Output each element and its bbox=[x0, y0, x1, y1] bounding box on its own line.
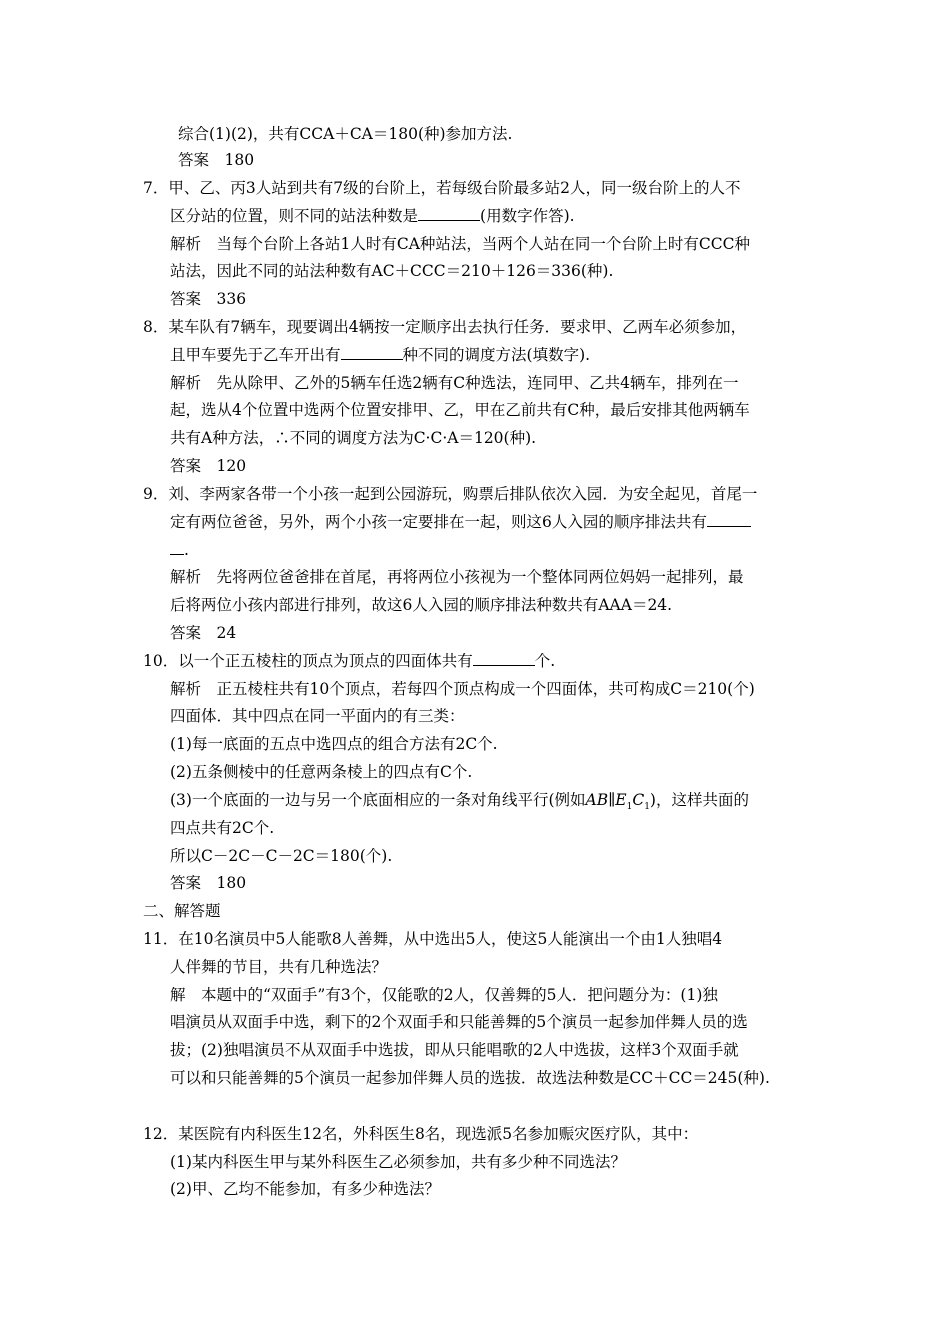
question-8-line: 且甲车要先于乙车开出有 种不同的调度方法(填数字). bbox=[170, 346, 591, 364]
solution-line: 所以C－2C－C－2C＝180(个). bbox=[170, 847, 393, 865]
answer-line: 答案 180 bbox=[170, 874, 247, 892]
question-10-line: 10．以一个正五棱柱的顶点为顶点的四面体共有 个. bbox=[143, 652, 556, 670]
solution-line: 起，选从4个位置中选两个位置安排甲、乙，甲在乙前共有C种，最后安排其他两辆车 bbox=[170, 401, 750, 419]
question-11-line: 人伴舞的节目，共有几种选法？ bbox=[170, 958, 388, 976]
answer-blank bbox=[170, 540, 184, 555]
solution-line: 唱演员从双面手中选，剩下的2个双面手和只能善舞的5个演员一起参加伴舞人员的选 bbox=[170, 1013, 748, 1031]
answer-line: 答案 24 bbox=[170, 624, 237, 642]
solution-line: 解析 先从除甲、乙外的5辆车任选2辆有C种选法，连同甲、乙共4辆车，排列在一 bbox=[170, 374, 739, 392]
answer-blank bbox=[473, 651, 535, 666]
question-11-line: 11．在10名演员中5人能歌8人善舞，从中选出5人，使这5人能演出一个由1人独唱4 bbox=[143, 930, 723, 948]
question-12-line: 12．某医院有内科医生12名，外科医生8名，现选派5名参加赈灾医疗队，其中： bbox=[143, 1125, 699, 1143]
question-9-line: . bbox=[170, 540, 189, 560]
solution-line: 拔；(2)独唱演员不从双面手中选拔，即从只能唱歌的2人中选拔，这样3个双面手就 bbox=[170, 1041, 739, 1059]
answer-line: 答案 180 bbox=[178, 151, 255, 169]
section-heading: 二、解答题 bbox=[143, 902, 221, 920]
solution-line: (3)一个底面的一边与另一个底面相应的一条对角线平行(例如$AB\parallel E_1C_1$)，这样共面的 bbox=[170, 791, 749, 813]
question-7-line: 区分站的位置，则不同的站法种数是 (用数字作答). bbox=[170, 207, 575, 225]
solution-line: 四面体．其中四点在同一平面内的有三类： bbox=[170, 707, 465, 725]
solution-line: 解析 正五棱柱共有10个顶点，若每四个顶点构成一个四面体，共可构成C＝210(个) bbox=[170, 680, 755, 698]
solution-line: 解析 先将两位爸爸排在首尾，再将两位小孩视为一个整体同两位妈妈一起排列，最 bbox=[170, 568, 744, 586]
question-7-line: 7．甲、乙、丙3人站到共有7级的台阶上，若每级台阶最多站2人，同一级台阶上的人不 bbox=[143, 179, 741, 197]
question-8-line: 8．某车队有7辆车，现要调出4辆按一定顺序出去执行任务．要求甲、乙两车必须参加， bbox=[143, 318, 747, 336]
question-9-line: 定有两位爸爸，另外，两个小孩一定要排在一起，则这6人入园的顺序排法共有 bbox=[170, 512, 751, 532]
answer-blank bbox=[341, 345, 403, 360]
answer-line: 答案 120 bbox=[170, 457, 247, 475]
solution-line: 站法，因此不同的站法种数有AC＋CCC＝210＋126＝336(种). bbox=[170, 262, 614, 280]
solution-line: 后将两位小孩内部进行排列，故这6人入园的顺序排法种数共有AAA＝24. bbox=[170, 596, 673, 614]
question-9-line: 9．刘、李两家各带一个小孩一起到公园游玩，购票后排队依次入园．为安全起见，首尾一 bbox=[143, 485, 758, 503]
solution-line: (2)五条侧棱中的任意两条棱上的四点有C个. bbox=[170, 763, 473, 781]
solution-line: (1)每一底面的五点中选四点的组合方法有2C个. bbox=[170, 735, 498, 753]
solution-line: 共有A种方法，∴不同的调度方法为C·C·A＝120(种). bbox=[170, 429, 537, 447]
answer-line: 答案 336 bbox=[170, 290, 247, 308]
answer-blank bbox=[707, 512, 751, 527]
solution-line: 解 本题中的“双面手”有3个，仅能歌的2人，仅善舞的5人．把问题分为：(1)独 bbox=[170, 986, 718, 1004]
question-12-line: (1)某内科医生甲与某外科医生乙必须参加，共有多少种不同选法？ bbox=[170, 1153, 626, 1171]
solution-line: 解析 当每个台阶上各站1人时有CA种站法，当两个人站在同一个台阶上时有CCC种 bbox=[170, 235, 750, 253]
solution-line: 四点共有2C个. bbox=[170, 819, 275, 837]
solution-line: 可以和只能善舞的5个演员一起参加伴舞人员的选拔．故选法种数是CC＋CC＝245(种). bbox=[170, 1069, 770, 1087]
answer-blank bbox=[418, 206, 480, 221]
text-line: 综合(1)(2)，共有CCA＋CA＝180(种)参加方法. bbox=[178, 125, 513, 143]
question-12-line: (2)甲、乙均不能参加，有多少种选法？ bbox=[170, 1180, 440, 1198]
